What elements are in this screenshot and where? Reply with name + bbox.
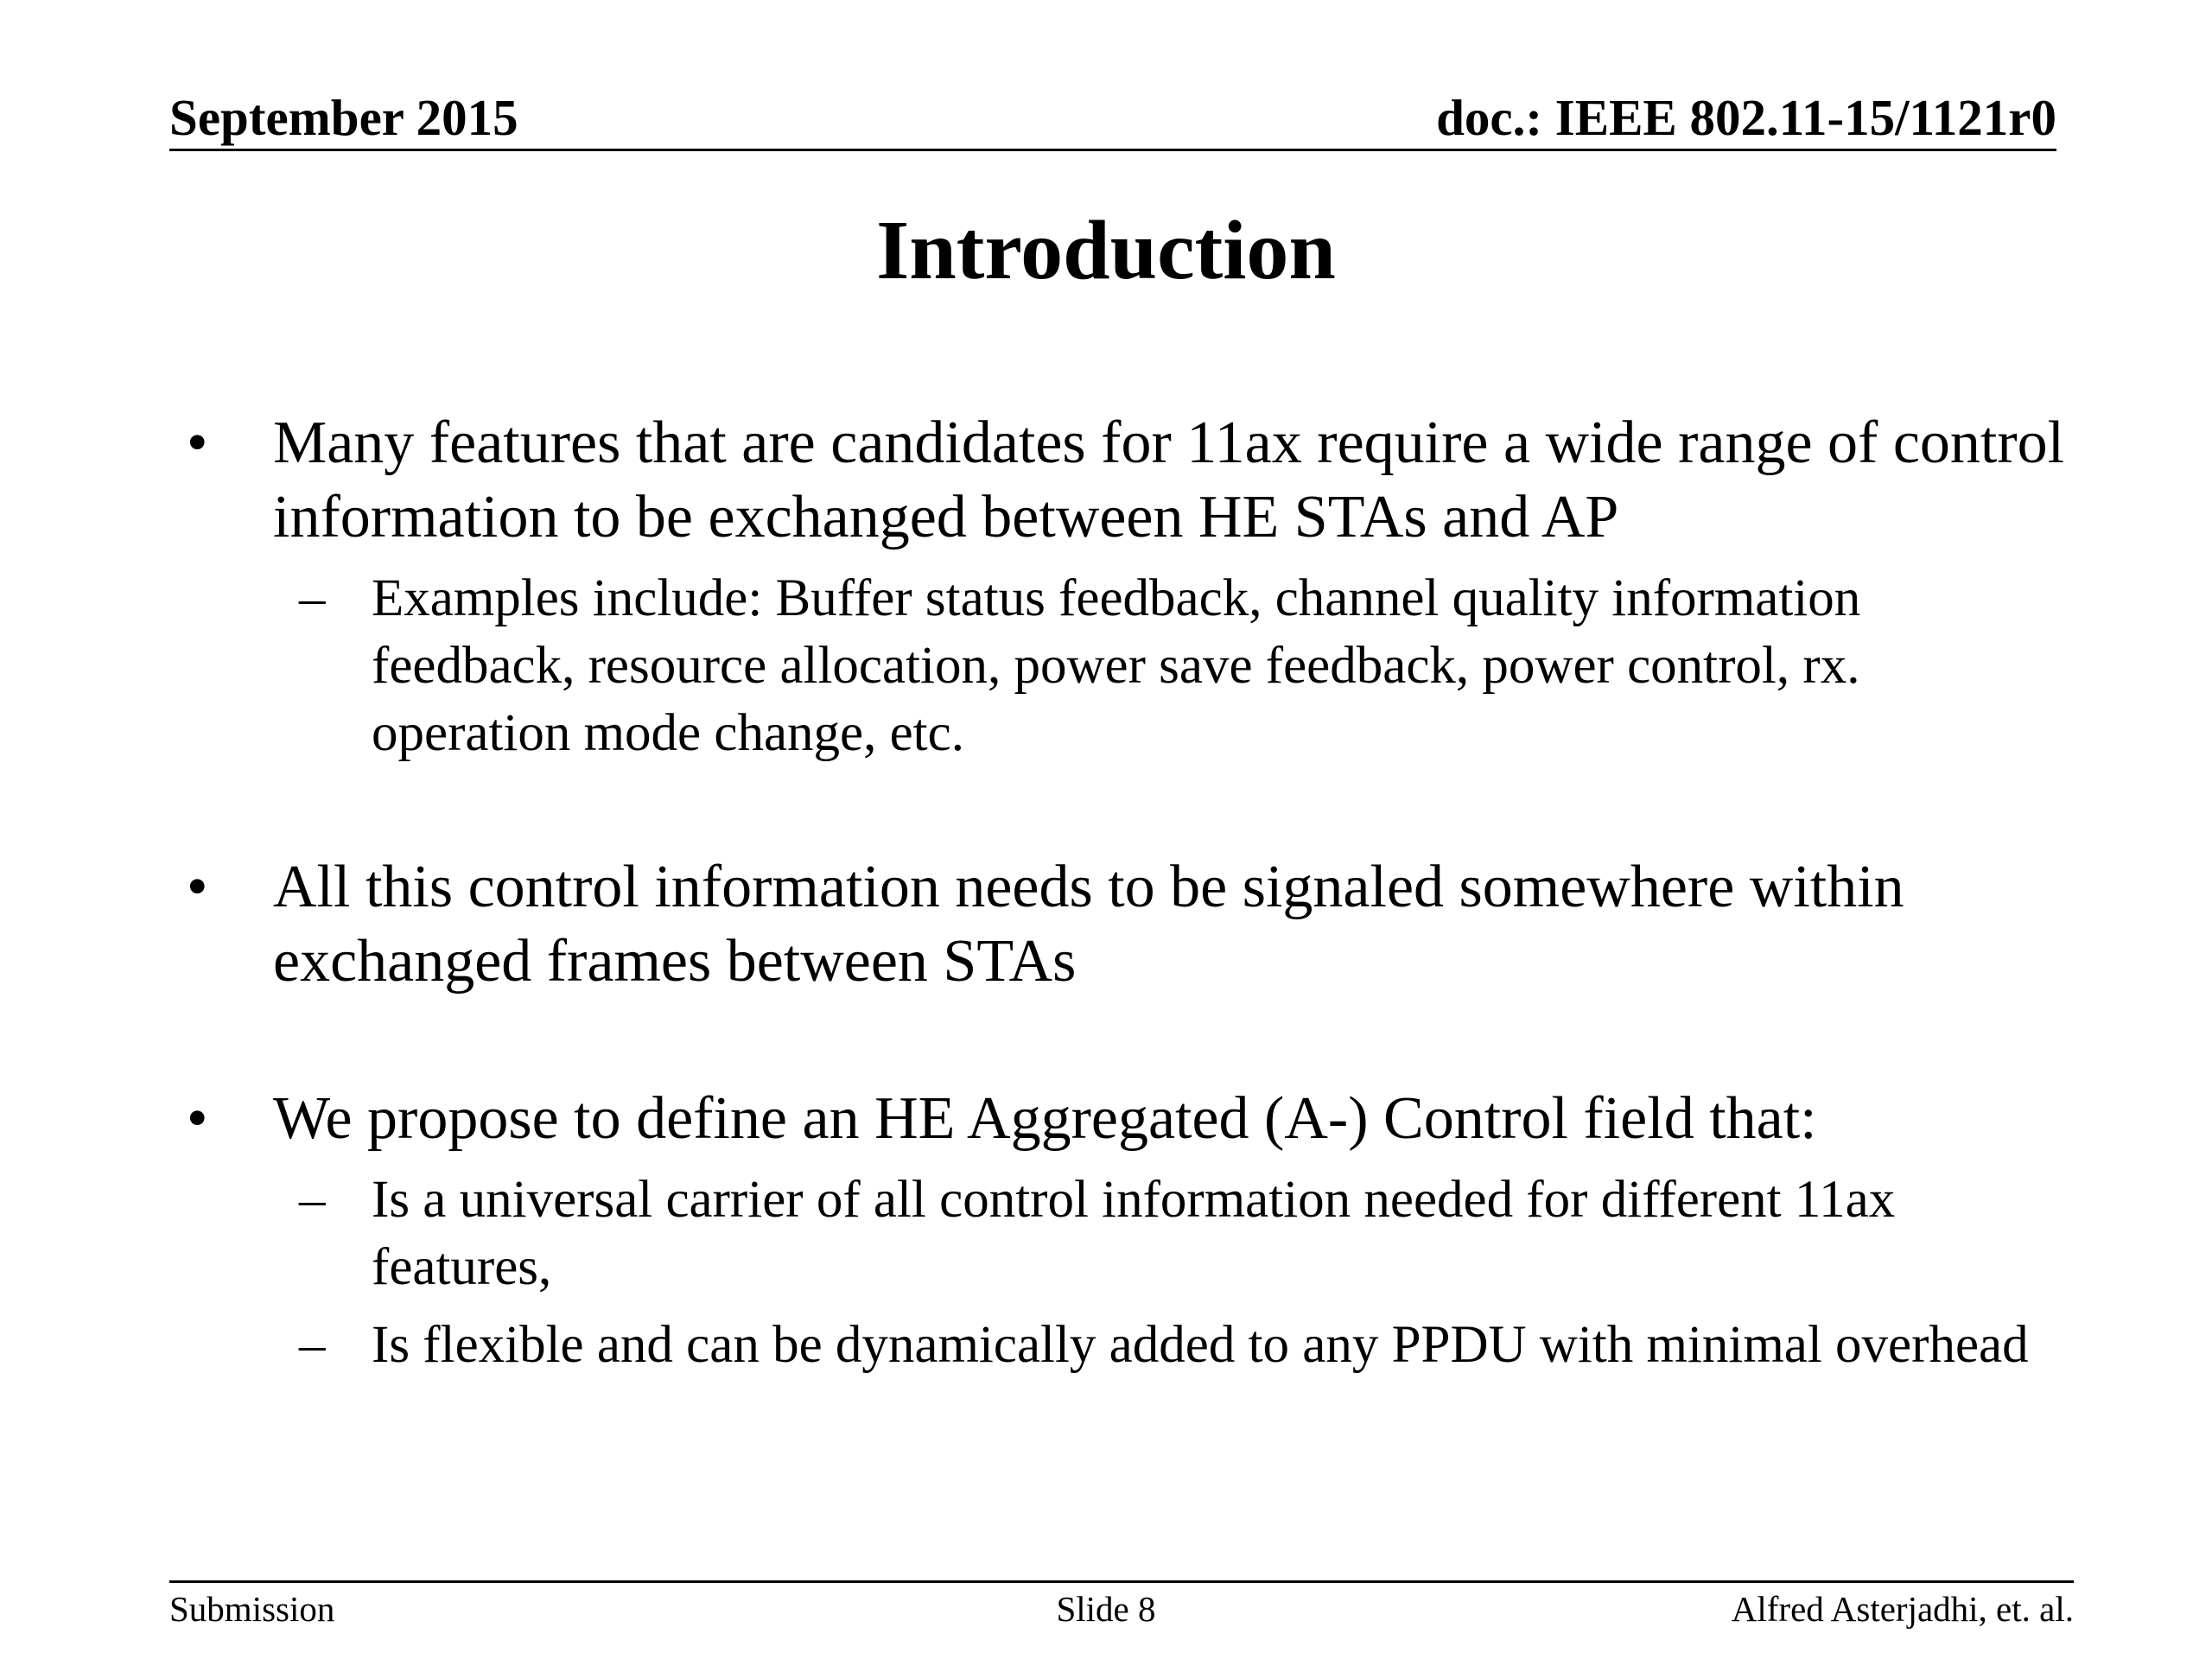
sub-bullet-marker: – — [299, 569, 326, 627]
bullet-2 — [169, 850, 2070, 999]
bullet-marker: • — [187, 410, 208, 476]
sub-bullet-marker: – — [299, 1171, 326, 1229]
sub-bullet-3-2 — [169, 1312, 2070, 1379]
sub-bullet-3-1 — [169, 1166, 2070, 1301]
footer-rule — [169, 1580, 2074, 1583]
slide-body — [169, 406, 2070, 1379]
slide-title: Introduction — [876, 204, 1336, 297]
bullet-text: Many features that are candidates for 11ax require a wide range of control information to be exchanged between HE STAs and AP — [273, 410, 2065, 550]
header-doc-id: doc.: IEEE 802.11-15/1121r0 — [1436, 89, 2056, 146]
sub-bullet-marker: – — [299, 1316, 326, 1374]
bullet-3 — [169, 1082, 2070, 1156]
sub-bullet-text: Is flexible and can be dynamically added to any PPDU with minimal overhead — [372, 1316, 2029, 1374]
footer-submission: Submission — [169, 1589, 335, 1629]
sub-bullet-text: Is a universal carrier of all control information needed for different 11ax features, — [372, 1171, 1896, 1296]
bullet-text: All this control information needs to be signaled somewhere within exchanged frames between STAs — [273, 854, 1904, 995]
bullet-marker: • — [187, 1085, 208, 1152]
bullet-text: We propose to define an HE Aggregated (A-) Control field that: — [273, 1085, 1817, 1152]
header-date: September 2015 — [169, 89, 518, 146]
bullet-marker: • — [187, 854, 208, 920]
footer-slide-number: Slide 8 — [1056, 1589, 1156, 1629]
sub-bullet-1-1 — [169, 565, 2070, 767]
bullet-1 — [169, 406, 2070, 555]
sub-bullet-text: Examples include: Buffer status feedback, channel quality information feedback, resource allocation, power save feedback, power control, rx. operation mode change, etc. — [372, 569, 1861, 762]
header-rule — [169, 149, 2056, 151]
footer-author: Alfred Asterjadhi, et. al. — [1731, 1589, 2074, 1629]
